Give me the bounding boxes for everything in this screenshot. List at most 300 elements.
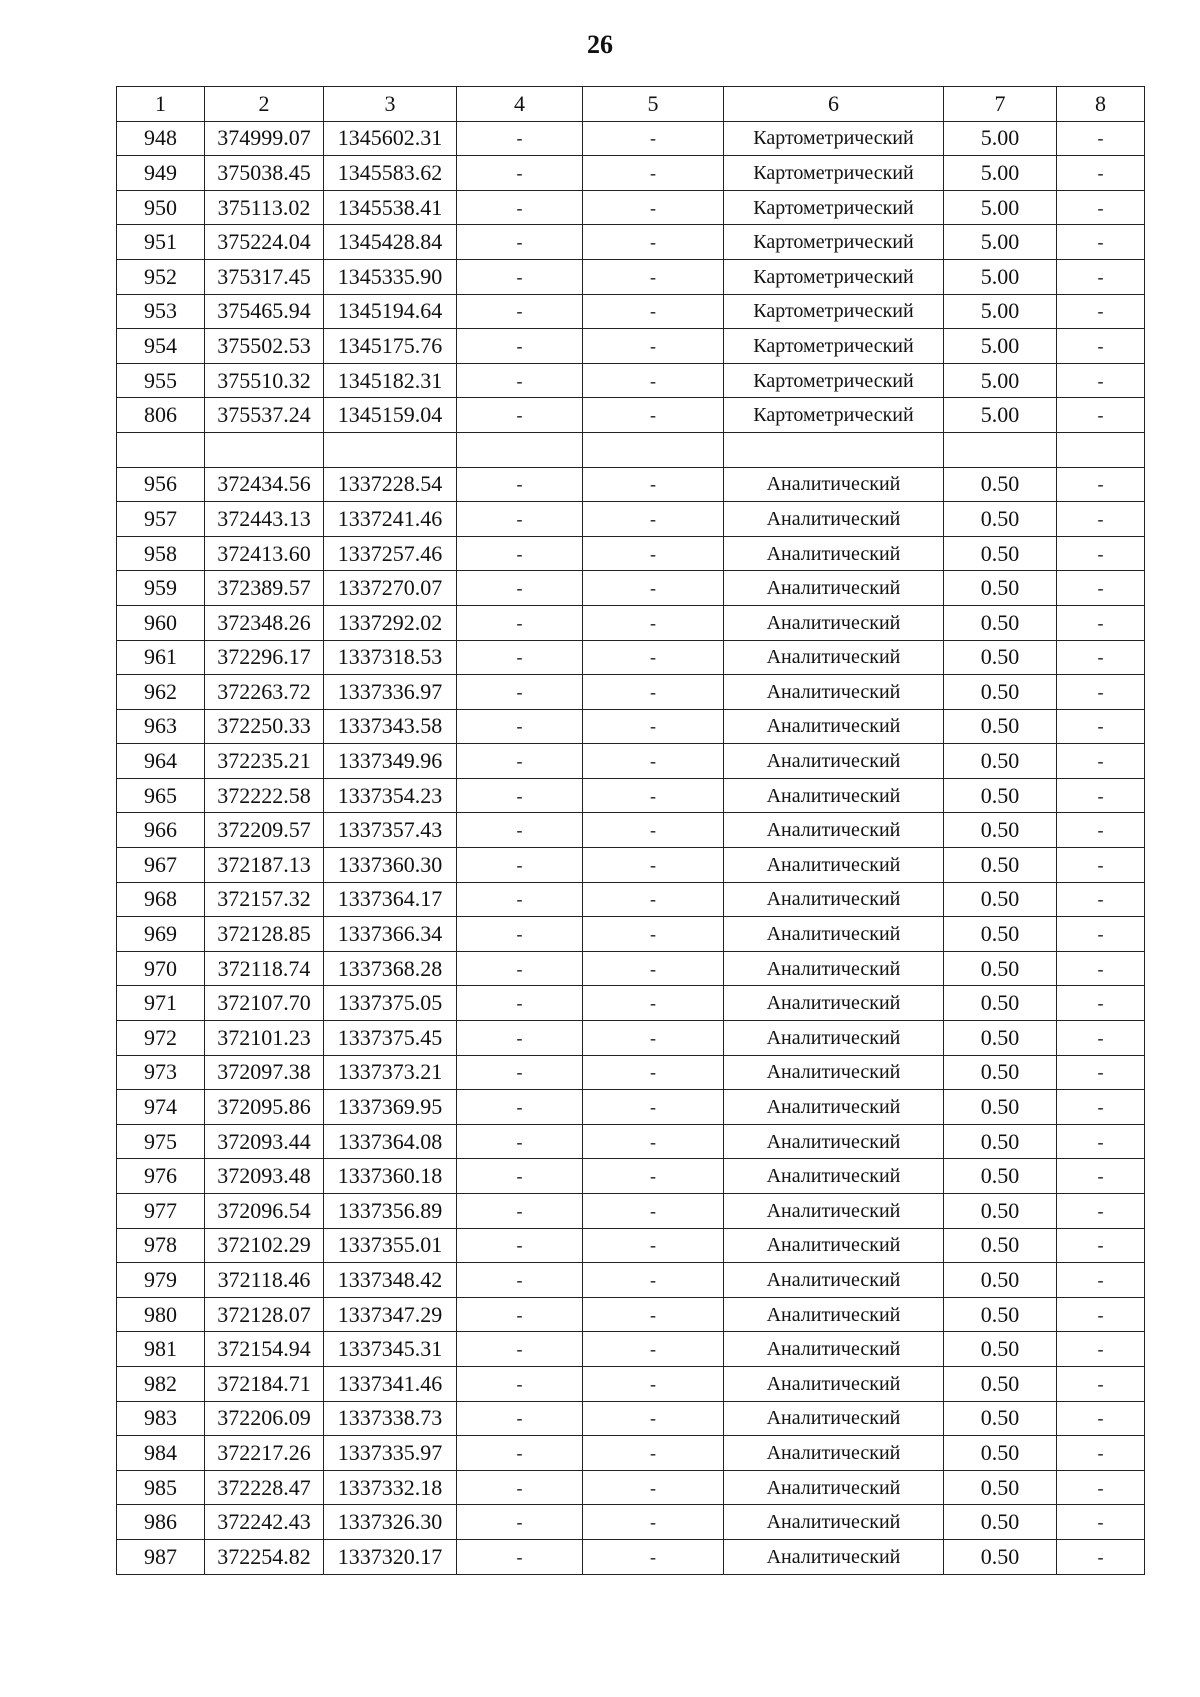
x-coordinate-cell: 372250.33 xyxy=(205,709,324,744)
col-4-cell: - xyxy=(457,709,583,744)
method-cell: Аналитический xyxy=(724,467,944,502)
y-coordinate-cell: 1337373.21 xyxy=(324,1055,457,1090)
table-row xyxy=(117,882,1145,917)
y-coordinate-cell: 1337343.58 xyxy=(324,709,457,744)
col-4-cell: - xyxy=(457,502,583,537)
point-number-cell: 951 xyxy=(117,225,205,260)
method-cell: Картометрический xyxy=(724,398,944,433)
accuracy-cell: 0.50 xyxy=(944,1297,1057,1332)
col-8-cell: - xyxy=(1057,917,1145,952)
x-coordinate-cell: 372157.32 xyxy=(205,882,324,917)
method-cell: Аналитический xyxy=(724,1332,944,1367)
table-row xyxy=(117,1366,1145,1401)
method-cell: Аналитический xyxy=(724,1297,944,1332)
table-row xyxy=(117,294,1145,329)
y-coordinate-cell: 1337349.96 xyxy=(324,744,457,779)
col-8-cell: - xyxy=(1057,225,1145,260)
table-row xyxy=(117,917,1145,952)
point-number-cell: 981 xyxy=(117,1332,205,1367)
y-coordinate-cell: 1337366.34 xyxy=(324,917,457,952)
point-number-cell: 977 xyxy=(117,1194,205,1229)
col-4-cell: - xyxy=(457,363,583,398)
method-cell: Аналитический xyxy=(724,536,944,571)
accuracy-cell: 0.50 xyxy=(944,1332,1057,1367)
x-coordinate-cell: 372348.26 xyxy=(205,605,324,640)
method-cell: Аналитический xyxy=(724,605,944,640)
method-cell: Аналитический xyxy=(724,744,944,779)
table-row xyxy=(117,744,1145,779)
accuracy-cell: 0.50 xyxy=(944,1090,1057,1125)
method-cell: Аналитический xyxy=(724,848,944,883)
col-8-cell: - xyxy=(1057,571,1145,606)
y-coordinate-cell: 1345194.64 xyxy=(324,294,457,329)
col-8-cell: - xyxy=(1057,398,1145,433)
x-coordinate-cell: 375502.53 xyxy=(205,329,324,364)
method-cell: Аналитический xyxy=(724,917,944,952)
y-coordinate-cell: 1337320.17 xyxy=(324,1539,457,1574)
col-4-cell: - xyxy=(457,1228,583,1263)
point-number-cell: 985 xyxy=(117,1470,205,1505)
column-header: 7 xyxy=(944,87,1057,122)
col-5-cell: - xyxy=(583,1194,724,1229)
col-4-cell: - xyxy=(457,1055,583,1090)
col-5-cell xyxy=(583,432,724,467)
method-cell: Аналитический xyxy=(724,1401,944,1436)
accuracy-cell: 0.50 xyxy=(944,1228,1057,1263)
col-5-cell: - xyxy=(583,259,724,294)
col-4-cell: - xyxy=(457,640,583,675)
x-coordinate-cell: 372296.17 xyxy=(205,640,324,675)
point-number-cell: 948 xyxy=(117,121,205,156)
y-coordinate-cell: 1345602.31 xyxy=(324,121,457,156)
col-8-cell: - xyxy=(1057,156,1145,191)
method-cell: Аналитический xyxy=(724,675,944,710)
point-number-cell: 973 xyxy=(117,1055,205,1090)
accuracy-cell: 5.00 xyxy=(944,259,1057,294)
table-row xyxy=(117,1124,1145,1159)
col-4-cell: - xyxy=(457,190,583,225)
col-5-cell: - xyxy=(583,1055,724,1090)
method-cell: Аналитический xyxy=(724,1505,944,1540)
col-5-cell: - xyxy=(583,1021,724,1056)
x-coordinate-cell: 372389.57 xyxy=(205,571,324,606)
col-8-cell: - xyxy=(1057,778,1145,813)
col-5-cell: - xyxy=(583,848,724,883)
table-row xyxy=(117,1332,1145,1367)
x-coordinate-cell: 372154.94 xyxy=(205,1332,324,1367)
col-5-cell: - xyxy=(583,1470,724,1505)
x-coordinate-cell: 372097.38 xyxy=(205,1055,324,1090)
point-number-cell: 960 xyxy=(117,605,205,640)
col-8-cell: - xyxy=(1057,986,1145,1021)
accuracy-cell: 0.50 xyxy=(944,502,1057,537)
y-coordinate-cell: 1337318.53 xyxy=(324,640,457,675)
accuracy-cell: 0.50 xyxy=(944,1263,1057,1298)
col-5-cell: - xyxy=(583,640,724,675)
col-4-cell: - xyxy=(457,259,583,294)
point-number-cell: 969 xyxy=(117,917,205,952)
y-coordinate-cell: 1337241.46 xyxy=(324,502,457,537)
col-8-cell: - xyxy=(1057,190,1145,225)
point-number-cell: 982 xyxy=(117,1366,205,1401)
col-5-cell: - xyxy=(583,917,724,952)
point-number-cell: 968 xyxy=(117,882,205,917)
table-body xyxy=(117,121,1145,1574)
accuracy-cell: 0.50 xyxy=(944,1470,1057,1505)
col-8-cell: - xyxy=(1057,709,1145,744)
y-coordinate-cell: 1337326.30 xyxy=(324,1505,457,1540)
col-4-cell: - xyxy=(457,813,583,848)
col-5-cell: - xyxy=(583,363,724,398)
x-coordinate-cell: 372093.48 xyxy=(205,1159,324,1194)
accuracy-cell: 5.00 xyxy=(944,156,1057,191)
column-header: 8 xyxy=(1057,87,1145,122)
method-cell: Аналитический xyxy=(724,502,944,537)
col-8-cell: - xyxy=(1057,121,1145,156)
accuracy-cell: 0.50 xyxy=(944,986,1057,1021)
method-cell: Аналитический xyxy=(724,813,944,848)
accuracy-cell: 5.00 xyxy=(944,294,1057,329)
table-row xyxy=(117,1505,1145,1540)
col-5-cell: - xyxy=(583,121,724,156)
accuracy-cell: 5.00 xyxy=(944,190,1057,225)
y-coordinate-cell: 1345175.76 xyxy=(324,329,457,364)
col-4-cell: - xyxy=(457,605,583,640)
y-coordinate-cell: 1337356.89 xyxy=(324,1194,457,1229)
point-number-cell: 949 xyxy=(117,156,205,191)
col-5-cell: - xyxy=(583,502,724,537)
point-number-cell: 971 xyxy=(117,986,205,1021)
y-coordinate-cell: 1337270.07 xyxy=(324,571,457,606)
point-number-cell: 961 xyxy=(117,640,205,675)
x-coordinate-cell: 372209.57 xyxy=(205,813,324,848)
method-cell: Аналитический xyxy=(724,1159,944,1194)
table-row xyxy=(117,1401,1145,1436)
accuracy-cell: 0.50 xyxy=(944,536,1057,571)
col-8-cell xyxy=(1057,432,1145,467)
col-8-cell: - xyxy=(1057,1539,1145,1574)
x-coordinate-cell: 372118.74 xyxy=(205,951,324,986)
point-number-cell: 953 xyxy=(117,294,205,329)
col-8-cell: - xyxy=(1057,1021,1145,1056)
x-coordinate-cell: 375224.04 xyxy=(205,225,324,260)
col-8-cell: - xyxy=(1057,1401,1145,1436)
column-header: 3 xyxy=(324,87,457,122)
method-cell: Картометрический xyxy=(724,363,944,398)
method-cell: Аналитический xyxy=(724,778,944,813)
accuracy-cell: 5.00 xyxy=(944,398,1057,433)
point-number-cell: 986 xyxy=(117,1505,205,1540)
col-4-cell: - xyxy=(457,744,583,779)
accuracy-cell: 0.50 xyxy=(944,1159,1057,1194)
x-coordinate-cell: 375510.32 xyxy=(205,363,324,398)
table-row xyxy=(117,951,1145,986)
col-5-cell: - xyxy=(583,156,724,191)
accuracy-cell: 0.50 xyxy=(944,1436,1057,1471)
col-4-cell: - xyxy=(457,536,583,571)
x-coordinate-cell: 372107.70 xyxy=(205,986,324,1021)
col-8-cell: - xyxy=(1057,605,1145,640)
y-coordinate-cell xyxy=(324,432,457,467)
table-row xyxy=(117,467,1145,502)
col-8-cell: - xyxy=(1057,1228,1145,1263)
col-4-cell: - xyxy=(457,156,583,191)
col-4-cell: - xyxy=(457,121,583,156)
col-4-cell: - xyxy=(457,225,583,260)
method-cell: Аналитический xyxy=(724,1436,944,1471)
table-row xyxy=(117,1539,1145,1574)
col-8-cell: - xyxy=(1057,1436,1145,1471)
method-cell: Аналитический xyxy=(724,1228,944,1263)
col-5-cell: - xyxy=(583,605,724,640)
col-5-cell: - xyxy=(583,1263,724,1298)
table-row xyxy=(117,190,1145,225)
table-row xyxy=(117,1021,1145,1056)
col-8-cell: - xyxy=(1057,294,1145,329)
col-4-cell: - xyxy=(457,986,583,1021)
method-cell: Аналитический xyxy=(724,571,944,606)
col-5-cell: - xyxy=(583,709,724,744)
method-cell: Картометрический xyxy=(724,329,944,364)
point-number-cell: 952 xyxy=(117,259,205,294)
accuracy-cell: 0.50 xyxy=(944,467,1057,502)
accuracy-cell: 0.50 xyxy=(944,1124,1057,1159)
point-number-cell: 966 xyxy=(117,813,205,848)
method-cell: Аналитический xyxy=(724,1194,944,1229)
col-8-cell: - xyxy=(1057,640,1145,675)
y-coordinate-cell: 1337360.18 xyxy=(324,1159,457,1194)
x-coordinate-cell: 375537.24 xyxy=(205,398,324,433)
col-8-cell: - xyxy=(1057,951,1145,986)
x-coordinate-cell: 372242.43 xyxy=(205,1505,324,1540)
accuracy-cell: 0.50 xyxy=(944,640,1057,675)
y-coordinate-cell: 1345583.62 xyxy=(324,156,457,191)
col-5-cell: - xyxy=(583,1539,724,1574)
x-coordinate-cell: 372118.46 xyxy=(205,1263,324,1298)
point-number-cell: 970 xyxy=(117,951,205,986)
col-4-cell: - xyxy=(457,778,583,813)
col-4-cell: - xyxy=(457,848,583,883)
method-cell: Аналитический xyxy=(724,1055,944,1090)
method-cell: Картометрический xyxy=(724,294,944,329)
col-5-cell: - xyxy=(583,225,724,260)
accuracy-cell: 0.50 xyxy=(944,1021,1057,1056)
accuracy-cell: 0.50 xyxy=(944,1505,1057,1540)
method-cell: Аналитический xyxy=(724,1090,944,1125)
table-row xyxy=(117,398,1145,433)
col-5-cell: - xyxy=(583,778,724,813)
y-coordinate-cell: 1337375.05 xyxy=(324,986,457,1021)
accuracy-cell: 0.50 xyxy=(944,709,1057,744)
table-row xyxy=(117,640,1145,675)
point-number-cell xyxy=(117,432,205,467)
y-coordinate-cell: 1337335.97 xyxy=(324,1436,457,1471)
accuracy-cell: 0.50 xyxy=(944,917,1057,952)
point-number-cell: 979 xyxy=(117,1263,205,1298)
x-coordinate-cell xyxy=(205,432,324,467)
col-8-cell: - xyxy=(1057,744,1145,779)
table-row xyxy=(117,1228,1145,1263)
col-8-cell: - xyxy=(1057,848,1145,883)
col-4-cell xyxy=(457,432,583,467)
point-number-cell: 959 xyxy=(117,571,205,606)
point-number-cell: 976 xyxy=(117,1159,205,1194)
col-4-cell: - xyxy=(457,951,583,986)
x-coordinate-cell: 372228.47 xyxy=(205,1470,324,1505)
col-5-cell: - xyxy=(583,329,724,364)
col-4-cell: - xyxy=(457,571,583,606)
point-number-cell: 964 xyxy=(117,744,205,779)
col-5-cell: - xyxy=(583,1332,724,1367)
col-4-cell: - xyxy=(457,1090,583,1125)
table-row xyxy=(117,432,1145,467)
y-coordinate-cell: 1337332.18 xyxy=(324,1470,457,1505)
y-coordinate-cell: 1337364.08 xyxy=(324,1124,457,1159)
point-number-cell: 963 xyxy=(117,709,205,744)
y-coordinate-cell: 1337292.02 xyxy=(324,605,457,640)
table-row xyxy=(117,571,1145,606)
col-5-cell: - xyxy=(583,744,724,779)
method-cell: Картометрический xyxy=(724,121,944,156)
table-row xyxy=(117,1090,1145,1125)
x-coordinate-cell: 372443.13 xyxy=(205,502,324,537)
x-coordinate-cell: 372187.13 xyxy=(205,848,324,883)
x-coordinate-cell: 372235.21 xyxy=(205,744,324,779)
col-8-cell: - xyxy=(1057,536,1145,571)
col-8-cell: - xyxy=(1057,1159,1145,1194)
col-8-cell: - xyxy=(1057,1505,1145,1540)
col-8-cell: - xyxy=(1057,813,1145,848)
method-cell: Аналитический xyxy=(724,709,944,744)
table-row xyxy=(117,813,1145,848)
y-coordinate-cell: 1337354.23 xyxy=(324,778,457,813)
col-5-cell: - xyxy=(583,1124,724,1159)
accuracy-cell: 0.50 xyxy=(944,778,1057,813)
point-number-cell: 956 xyxy=(117,467,205,502)
point-number-cell: 980 xyxy=(117,1297,205,1332)
point-number-cell: 957 xyxy=(117,502,205,537)
x-coordinate-cell: 372101.23 xyxy=(205,1021,324,1056)
table-row xyxy=(117,986,1145,1021)
table-row xyxy=(117,675,1145,710)
point-number-cell: 806 xyxy=(117,398,205,433)
point-number-cell: 954 xyxy=(117,329,205,364)
col-4-cell: - xyxy=(457,1332,583,1367)
table-row xyxy=(117,329,1145,364)
accuracy-cell: 0.50 xyxy=(944,1194,1057,1229)
table-row xyxy=(117,1297,1145,1332)
method-cell: Аналитический xyxy=(724,1021,944,1056)
accuracy-cell: 5.00 xyxy=(944,363,1057,398)
column-header: 5 xyxy=(583,87,724,122)
col-8-cell: - xyxy=(1057,1194,1145,1229)
col-4-cell: - xyxy=(457,1505,583,1540)
col-4-cell: - xyxy=(457,1194,583,1229)
x-coordinate-cell: 372095.86 xyxy=(205,1090,324,1125)
y-coordinate-cell: 1337369.95 xyxy=(324,1090,457,1125)
point-number-cell: 972 xyxy=(117,1021,205,1056)
x-coordinate-cell: 374999.07 xyxy=(205,121,324,156)
col-4-cell: - xyxy=(457,1470,583,1505)
col-8-cell: - xyxy=(1057,1332,1145,1367)
point-number-cell: 958 xyxy=(117,536,205,571)
col-8-cell: - xyxy=(1057,259,1145,294)
x-coordinate-cell: 372217.26 xyxy=(205,1436,324,1471)
x-coordinate-cell: 372206.09 xyxy=(205,1401,324,1436)
accuracy-cell: 0.50 xyxy=(944,813,1057,848)
col-5-cell: - xyxy=(583,986,724,1021)
x-coordinate-cell: 372413.60 xyxy=(205,536,324,571)
x-coordinate-cell: 375113.02 xyxy=(205,190,324,225)
method-cell xyxy=(724,432,944,467)
x-coordinate-cell: 372102.29 xyxy=(205,1228,324,1263)
point-number-cell: 955 xyxy=(117,363,205,398)
table-row xyxy=(117,1055,1145,1090)
y-coordinate-cell: 1337364.17 xyxy=(324,882,457,917)
col-4-cell: - xyxy=(457,1159,583,1194)
x-coordinate-cell: 372093.44 xyxy=(205,1124,324,1159)
table-row xyxy=(117,605,1145,640)
table-row xyxy=(117,363,1145,398)
col-4-cell: - xyxy=(457,467,583,502)
table-row xyxy=(117,225,1145,260)
col-5-cell: - xyxy=(583,571,724,606)
accuracy-cell: 0.50 xyxy=(944,1055,1057,1090)
col-5-cell: - xyxy=(583,1297,724,1332)
col-5-cell: - xyxy=(583,294,724,329)
col-8-cell: - xyxy=(1057,329,1145,364)
y-coordinate-cell: 1337357.43 xyxy=(324,813,457,848)
col-5-cell: - xyxy=(583,190,724,225)
y-coordinate-cell: 1337257.46 xyxy=(324,536,457,571)
table-row xyxy=(117,1194,1145,1229)
y-coordinate-cell: 1337360.30 xyxy=(324,848,457,883)
col-4-cell: - xyxy=(457,1021,583,1056)
col-5-cell: - xyxy=(583,1090,724,1125)
x-coordinate-cell: 372128.07 xyxy=(205,1297,324,1332)
y-coordinate-cell: 1345335.90 xyxy=(324,259,457,294)
col-4-cell: - xyxy=(457,917,583,952)
table-row xyxy=(117,1159,1145,1194)
col-8-cell: - xyxy=(1057,502,1145,537)
col-4-cell: - xyxy=(457,1124,583,1159)
y-coordinate-cell: 1337355.01 xyxy=(324,1228,457,1263)
table-row xyxy=(117,536,1145,571)
col-5-cell: - xyxy=(583,951,724,986)
column-header: 2 xyxy=(205,87,324,122)
page-number: 26 xyxy=(587,30,613,59)
point-number-cell: 974 xyxy=(117,1090,205,1125)
point-number-cell: 967 xyxy=(117,848,205,883)
col-5-cell: - xyxy=(583,1401,724,1436)
method-cell: Аналитический xyxy=(724,640,944,675)
table-row xyxy=(117,1436,1145,1471)
accuracy-cell: 5.00 xyxy=(944,329,1057,364)
col-4-cell: - xyxy=(457,398,583,433)
col-8-cell: - xyxy=(1057,1090,1145,1125)
col-8-cell: - xyxy=(1057,1470,1145,1505)
col-8-cell: - xyxy=(1057,675,1145,710)
accuracy-cell xyxy=(944,432,1057,467)
col-4-cell: - xyxy=(457,1401,583,1436)
x-coordinate-cell: 372128.85 xyxy=(205,917,324,952)
column-header: 6 xyxy=(724,87,944,122)
table-row xyxy=(117,502,1145,537)
col-5-cell: - xyxy=(583,1505,724,1540)
y-coordinate-cell: 1337345.31 xyxy=(324,1332,457,1367)
y-coordinate-cell: 1337341.46 xyxy=(324,1366,457,1401)
method-cell: Аналитический xyxy=(724,1470,944,1505)
